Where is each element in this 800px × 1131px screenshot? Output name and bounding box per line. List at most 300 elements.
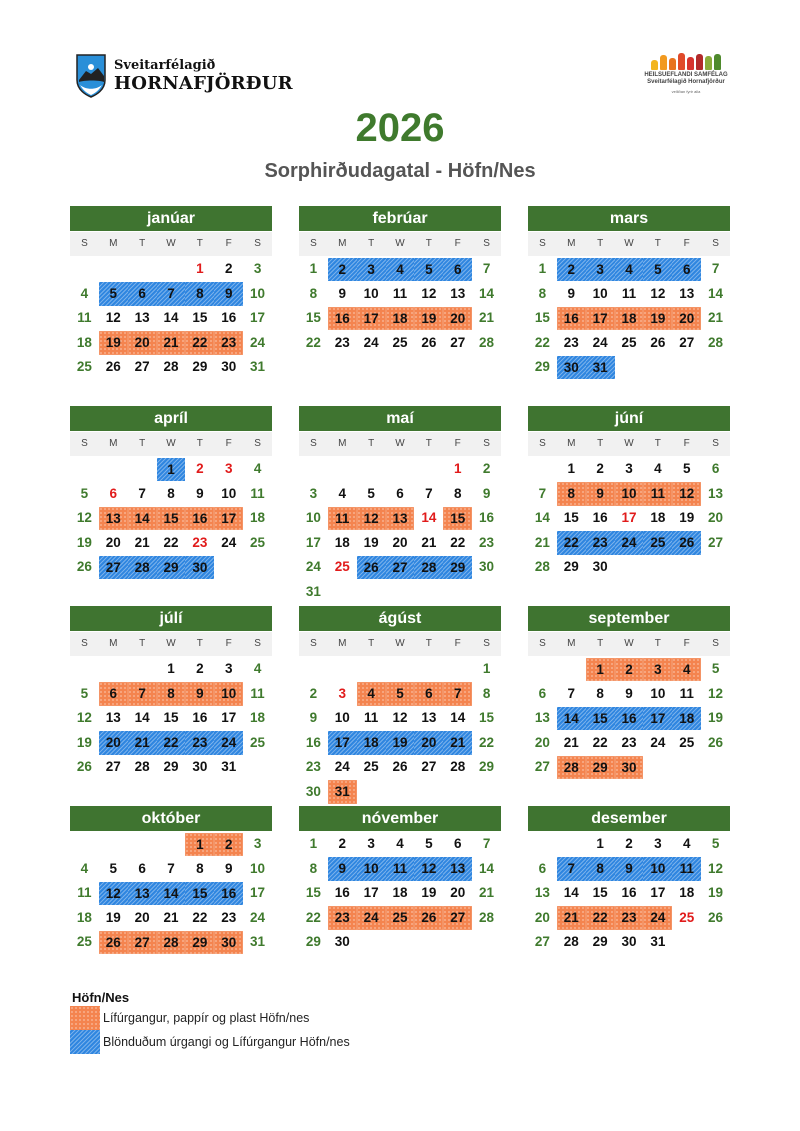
- legend-title: Höfn/Nes: [72, 990, 130, 1005]
- day-cell: 12: [708, 685, 724, 701]
- day-cell: 29: [534, 359, 550, 375]
- weekday-label: M: [109, 438, 118, 449]
- day-cell: 29: [479, 759, 495, 775]
- day-cell: 29: [592, 934, 608, 950]
- month-header: ágúst: [299, 606, 501, 631]
- day-cell: 9: [338, 285, 347, 301]
- weekday-label: M: [109, 638, 118, 649]
- day-cell: 22: [557, 531, 586, 555]
- weekday-label: F: [454, 238, 461, 249]
- day-cell: 7: [567, 685, 576, 701]
- weekday-label: W: [166, 638, 176, 649]
- day-cell: 8: [557, 482, 586, 506]
- bio-swatch: [70, 1006, 100, 1030]
- day-cell: 18: [386, 307, 415, 331]
- day-cell: 7: [138, 485, 146, 501]
- day-cell: 21: [479, 885, 495, 901]
- day-cell: 11: [77, 885, 92, 901]
- day-cell: 2: [214, 833, 243, 857]
- day-cell: 3: [253, 261, 262, 276]
- day-cell: 19: [708, 710, 724, 726]
- day-cell: 2: [309, 685, 318, 701]
- page-title: Sorphirðudagatal - Höfn/Nes: [264, 160, 536, 182]
- day-cell: 8: [196, 860, 204, 876]
- day-cell: 7: [443, 682, 472, 706]
- day-cell: 1: [586, 658, 615, 682]
- day-cell: 26: [105, 359, 121, 375]
- day-cell: 30: [479, 559, 495, 575]
- weekday-label: M: [567, 638, 576, 649]
- day-cell: 21: [157, 331, 186, 355]
- weekday-row: [528, 632, 730, 656]
- day-cell: 25: [76, 359, 92, 375]
- month-header: september: [528, 606, 730, 631]
- month-11: [528, 806, 730, 955]
- weekday-label: W: [166, 438, 176, 449]
- day-cell: 11: [250, 685, 265, 701]
- legend: [70, 990, 350, 1054]
- day-cell: 4: [386, 258, 415, 282]
- day-cell: 8: [185, 282, 214, 306]
- day-cell: 26: [76, 759, 92, 775]
- weekday-label: T: [654, 238, 661, 249]
- day-cell: 11: [679, 685, 694, 701]
- day-cell: 5: [99, 282, 128, 306]
- day-cell: 12: [99, 882, 128, 906]
- day-cell: 2: [482, 461, 491, 476]
- day-cell: 16: [592, 510, 608, 526]
- day-cell: 27: [421, 759, 437, 775]
- day-cell: 28: [128, 556, 157, 580]
- day-cell: 20: [392, 534, 408, 550]
- day-cell: 17: [305, 534, 321, 550]
- day-cell: 7: [167, 860, 175, 876]
- month-header: júní: [528, 406, 730, 431]
- month-10: [299, 806, 501, 955]
- day-cell: 9: [615, 857, 644, 881]
- month-3: [70, 406, 272, 580]
- day-cell: 6: [538, 685, 547, 701]
- day-cell: 7: [482, 836, 491, 851]
- day-cell: 14: [479, 860, 495, 876]
- day-cell: 9: [482, 485, 491, 501]
- day-cell: 15: [534, 310, 550, 326]
- day-cell: 20: [443, 307, 472, 331]
- day-cell: 16: [328, 307, 357, 331]
- day-cell: 11: [386, 857, 415, 881]
- day-cell: 18: [334, 534, 350, 550]
- weekday-label: M: [567, 438, 576, 449]
- day-cell: 28: [557, 756, 586, 780]
- day-cell: 20: [105, 534, 121, 550]
- day-cell: 1: [167, 661, 175, 676]
- legend-item-mixed: [70, 1030, 350, 1054]
- day-cell: 5: [386, 682, 415, 706]
- day-cell: 23: [479, 534, 495, 550]
- weekday-label: S: [81, 238, 88, 249]
- month-7: [299, 606, 501, 805]
- day-cell: 16: [214, 882, 243, 906]
- day-cell: 21: [134, 534, 150, 550]
- day-cell: 18: [679, 885, 695, 901]
- day-cell: 17: [363, 885, 379, 901]
- day-cell: 31: [586, 356, 615, 380]
- day-cell: 28: [708, 334, 724, 350]
- day-cell: 11: [621, 285, 637, 301]
- weekday-label: S: [310, 438, 317, 449]
- day-cell: 23: [334, 334, 350, 350]
- day-cell: 7: [538, 485, 547, 501]
- day-cell: 21: [563, 734, 579, 750]
- day-cell: 12: [357, 507, 386, 531]
- day-cell: 19: [76, 734, 92, 750]
- day-cell: 6: [672, 258, 701, 282]
- day-cell: 13: [708, 485, 724, 501]
- day-cell: 26: [708, 734, 724, 750]
- day-cell: 16: [479, 510, 495, 526]
- day-cell: 10: [214, 682, 243, 706]
- day-cell: 10: [650, 685, 666, 701]
- day-cell: 14: [563, 885, 579, 901]
- day-cell: 19: [414, 307, 443, 331]
- day-cell: 24: [363, 334, 379, 350]
- month-header: febrúar: [299, 206, 501, 231]
- day-cell: 22: [185, 331, 214, 355]
- day-cell: 5: [643, 258, 672, 282]
- day-cell: 24: [357, 906, 386, 930]
- day-cell: 7: [482, 261, 491, 276]
- day-cell: 12: [650, 285, 666, 301]
- day-cell: 20: [128, 331, 157, 355]
- day-cell: 21: [163, 909, 179, 925]
- day-cell: 3: [338, 685, 347, 701]
- day-cell: 4: [615, 258, 644, 282]
- day-cell: 28: [534, 559, 550, 575]
- day-cell: 27: [708, 534, 724, 550]
- month-5: [528, 406, 730, 580]
- day-cell: 3: [625, 461, 633, 476]
- day-cell: 11: [363, 710, 379, 726]
- day-cell: 23: [615, 906, 644, 930]
- day-cell: 26: [672, 531, 701, 555]
- weekday-label: T: [654, 638, 661, 649]
- day-cell: 22: [592, 734, 608, 750]
- legend-label: Blönduðum úrgangi og Lífúrgangur Höfn/nes: [103, 1035, 350, 1049]
- day-cell: 28: [134, 759, 150, 775]
- day-cell: 8: [157, 682, 186, 706]
- day-cell: 27: [128, 931, 157, 955]
- day-cell: 12: [105, 310, 121, 326]
- day-cell: 15: [479, 710, 495, 726]
- day-cell: 31: [328, 780, 357, 804]
- day-cell: 26: [650, 334, 666, 350]
- day-cell: 14: [134, 710, 150, 726]
- day-cell: 20: [414, 731, 443, 755]
- day-cell: 5: [711, 661, 720, 676]
- day-cell: 22: [305, 334, 321, 350]
- day-cell: 25: [76, 934, 92, 950]
- day-cell: 21: [479, 310, 495, 326]
- logo-right-line3: velliðan fyrir alla: [671, 89, 701, 94]
- day-cell: 6: [414, 682, 443, 706]
- day-cell: 12: [76, 710, 92, 726]
- day-cell: 18: [357, 731, 386, 755]
- weekday-label: W: [395, 638, 405, 649]
- day-cell: 17: [357, 307, 386, 331]
- day-cell: 26: [76, 559, 92, 575]
- day-cell: 16: [305, 734, 321, 750]
- day-cell: 16: [615, 707, 644, 731]
- day-cell: 10: [615, 482, 644, 506]
- day-cell: 28: [563, 934, 579, 950]
- day-cell: 30: [214, 931, 243, 955]
- day-cell: 1: [538, 261, 547, 276]
- day-cell: 14: [128, 507, 157, 531]
- day-cell: 11: [250, 485, 265, 501]
- day-cell: 24: [334, 759, 350, 775]
- weekday-label: S: [712, 238, 719, 249]
- day-cell: 25: [250, 734, 266, 750]
- weekday-row: [70, 232, 272, 256]
- day-cell: 13: [534, 885, 550, 901]
- weekday-label: T: [196, 438, 203, 449]
- weekday-label: T: [368, 638, 375, 649]
- weekday-label: W: [624, 438, 634, 449]
- day-cell: 7: [157, 282, 186, 306]
- day-cell: 31: [250, 359, 266, 375]
- day-cell: 15: [157, 507, 186, 531]
- day-cell: 2: [196, 461, 204, 476]
- day-grid: [528, 832, 730, 955]
- day-cell: 4: [80, 860, 89, 876]
- weekday-label: S: [483, 438, 490, 449]
- day-cell: 18: [672, 707, 701, 731]
- day-cell: 22: [157, 731, 186, 755]
- day-cell: 23: [621, 734, 637, 750]
- day-cell: 24: [643, 906, 672, 930]
- day-cell: 14: [708, 285, 724, 301]
- day-cell: 25: [363, 759, 379, 775]
- day-cell: 29: [192, 359, 208, 375]
- month-2: [528, 206, 730, 380]
- day-cell: 18: [650, 510, 666, 526]
- day-cell: 31: [250, 934, 266, 950]
- day-cell: 15: [185, 882, 214, 906]
- day-cell: 16: [557, 307, 586, 331]
- day-cell: 13: [105, 710, 121, 726]
- day-cell: 7: [557, 857, 586, 881]
- weekday-row: [70, 432, 272, 456]
- day-grid: [299, 257, 501, 355]
- weekday-label: S: [712, 438, 719, 449]
- day-cell: 1: [185, 833, 214, 857]
- day-cell: 28: [479, 334, 495, 350]
- weekday-label: T: [597, 438, 604, 449]
- day-cell: 12: [414, 857, 443, 881]
- weekday-label: M: [338, 238, 347, 249]
- day-cell: 27: [679, 334, 695, 350]
- day-cell: 17: [250, 885, 266, 901]
- day-cell: 26: [357, 556, 386, 580]
- day-cell: 29: [185, 931, 214, 955]
- day-cell: 13: [421, 710, 437, 726]
- healthy-community-logo: [636, 52, 736, 96]
- day-cell: 6: [128, 282, 157, 306]
- month-header: janúar: [70, 206, 272, 231]
- day-cell: 2: [625, 836, 633, 851]
- day-cell: 22: [305, 909, 321, 925]
- day-cell: 4: [682, 836, 691, 851]
- day-cell: 10: [357, 857, 386, 881]
- day-cell: 12: [76, 510, 92, 526]
- weekday-label: S: [539, 438, 546, 449]
- weekday-label: M: [567, 238, 576, 249]
- day-cell: 21: [421, 534, 437, 550]
- day-cell: 26: [414, 906, 443, 930]
- day-cell: 10: [334, 710, 350, 726]
- day-cell: 26: [421, 334, 437, 350]
- day-grid: [70, 457, 272, 580]
- day-cell: 23: [214, 331, 243, 355]
- day-cell: 5: [414, 258, 443, 282]
- day-cell: 12: [708, 860, 724, 876]
- day-cell: 6: [138, 860, 146, 876]
- day-cell: 10: [305, 510, 321, 526]
- day-cell: 12: [392, 710, 408, 726]
- day-cell: 22: [479, 734, 495, 750]
- legend-item-bio: [70, 1006, 350, 1030]
- day-cell: 9: [309, 710, 318, 726]
- day-cell: 9: [214, 282, 243, 306]
- weekday-row: [299, 432, 501, 456]
- day-cell: 4: [654, 461, 662, 476]
- day-cell: 24: [650, 734, 666, 750]
- day-cell: 17: [250, 310, 266, 326]
- day-cell: 5: [80, 485, 89, 501]
- day-cell: 27: [134, 359, 150, 375]
- day-cell: 1: [482, 661, 491, 676]
- day-cell: 27: [534, 759, 550, 775]
- day-cell: 17: [328, 731, 357, 755]
- day-cell: 10: [643, 857, 672, 881]
- page-year: 2026: [355, 106, 445, 150]
- day-cell: 16: [185, 507, 214, 531]
- day-cell: 15: [192, 310, 208, 326]
- day-cell: 4: [80, 285, 89, 301]
- day-cell: 2: [196, 661, 204, 676]
- day-cell: 27: [99, 556, 128, 580]
- day-cell: 27: [443, 906, 472, 930]
- weekday-label: T: [368, 238, 375, 249]
- day-cell: 22: [163, 534, 179, 550]
- day-cell: 30: [192, 759, 208, 775]
- weekday-label: S: [254, 638, 261, 649]
- day-cell: 19: [76, 534, 92, 550]
- month-6: [70, 606, 272, 780]
- day-cell: 23: [586, 531, 615, 555]
- day-cell: 25: [679, 734, 695, 750]
- day-cell: 25: [643, 531, 672, 555]
- day-cell: 1: [596, 836, 604, 851]
- day-cell: 5: [682, 461, 691, 476]
- day-cell: 17: [214, 507, 243, 531]
- day-cell: 5: [80, 685, 89, 701]
- day-cell: 28: [163, 359, 179, 375]
- day-grid: [299, 457, 501, 605]
- weekday-label: T: [425, 238, 432, 249]
- day-cell: 3: [643, 658, 672, 682]
- day-cell: 7: [711, 261, 720, 276]
- day-cell: 19: [708, 885, 724, 901]
- day-cell: 30: [621, 934, 637, 950]
- day-cell: 13: [450, 285, 466, 301]
- day-cell: 25: [679, 909, 695, 925]
- day-cell: 16: [334, 885, 350, 901]
- day-cell: 5: [425, 836, 433, 851]
- day-cell: 26: [392, 759, 408, 775]
- day-cell: 30: [221, 359, 237, 375]
- day-cell: 16: [192, 710, 208, 726]
- day-cell: 20: [99, 731, 128, 755]
- weekday-label: S: [483, 638, 490, 649]
- day-cell: 8: [309, 285, 318, 301]
- day-cell: 3: [654, 836, 662, 851]
- weekday-label: F: [683, 238, 690, 249]
- month-4: [299, 406, 501, 605]
- day-cell: 23: [563, 334, 579, 350]
- day-cell: 1: [453, 461, 462, 476]
- month-header: maí: [299, 406, 501, 431]
- day-cell: 26: [708, 909, 724, 925]
- day-cell: 8: [596, 685, 604, 701]
- day-cell: 13: [679, 285, 695, 301]
- people-icon: [636, 52, 736, 70]
- day-cell: 22: [450, 534, 466, 550]
- day-grid: [70, 832, 272, 955]
- day-cell: 6: [453, 836, 462, 851]
- day-cell: 2: [596, 461, 604, 476]
- weekday-label: S: [254, 438, 261, 449]
- month-header: júlí: [70, 606, 272, 631]
- day-cell: 24: [214, 731, 243, 755]
- day-cell: 31: [650, 934, 666, 950]
- day-cell: 22: [586, 906, 615, 930]
- day-cell: 30: [592, 559, 608, 575]
- day-cell: 9: [196, 485, 204, 501]
- day-cell: 10: [250, 285, 266, 301]
- weekday-label: F: [683, 638, 690, 649]
- day-cell: 28: [450, 759, 466, 775]
- weekday-label: F: [683, 438, 690, 449]
- day-cell: 2: [615, 658, 644, 682]
- day-cell: 3: [253, 836, 262, 851]
- day-cell: 24: [592, 334, 608, 350]
- day-cell: 2: [224, 261, 233, 276]
- day-cell: 18: [76, 909, 92, 925]
- day-cell: 10: [592, 285, 608, 301]
- day-grid: [528, 657, 730, 780]
- day-cell: 1: [196, 261, 204, 276]
- day-cell: 14: [421, 510, 437, 526]
- day-cell: 29: [163, 759, 179, 775]
- day-cell: 15: [586, 707, 615, 731]
- day-grid: [70, 657, 272, 780]
- day-cell: 8: [309, 860, 318, 876]
- day-cell: 28: [479, 909, 495, 925]
- weekday-label: T: [139, 238, 146, 249]
- logo-right-line1: HEILSUEFLANDI SAMFÉLAG: [644, 72, 728, 78]
- day-cell: 9: [328, 857, 357, 881]
